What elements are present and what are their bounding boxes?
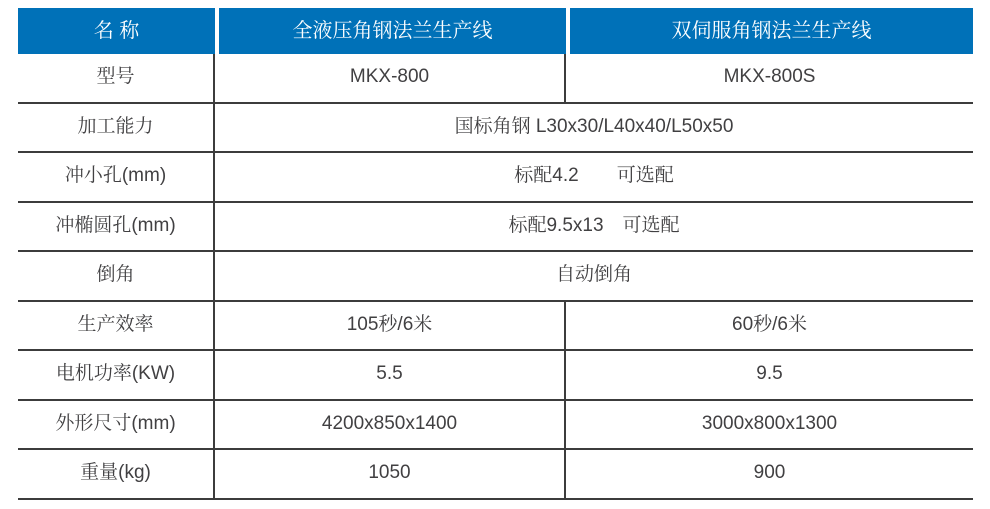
- row-value-dimensions-1: 4200x850x1400: [215, 401, 566, 451]
- row-label-weight: 重量(kg): [18, 450, 215, 500]
- row-label-efficiency: 生产效率: [18, 302, 215, 352]
- header-cell-product-line-2: 双伺服角钢法兰生产线: [566, 8, 973, 54]
- row-label-capacity: 加工能力: [18, 104, 215, 154]
- header-cell-product-line-1: 全液压角钢法兰生产线: [215, 8, 566, 54]
- row-value-dimensions-2: 3000x800x1300: [566, 401, 973, 451]
- row-value-efficiency-2: 60秒/6米: [566, 302, 973, 352]
- row-value-model-2: MKX-800S: [566, 54, 973, 104]
- spec-table: [18, 8, 973, 500]
- row-value-small-hole: 标配4.2 可选配: [215, 153, 973, 203]
- row-label-model: 型号: [18, 54, 215, 104]
- row-value-efficiency-1: 105秒/6米: [215, 302, 566, 352]
- row-value-motor-power-1: 5.5: [215, 351, 566, 401]
- row-value-chamfer: 自动倒角: [215, 252, 973, 302]
- row-label-chamfer: 倒角: [18, 252, 215, 302]
- row-value-oval-hole: 标配9.5x13 可选配: [215, 203, 973, 253]
- row-value-weight-2: 900: [566, 450, 973, 500]
- header-cell-name: 名 称: [18, 8, 215, 54]
- row-value-weight-1: 1050: [215, 450, 566, 500]
- row-value-motor-power-2: 9.5: [566, 351, 973, 401]
- row-value-model-1: MKX-800: [215, 54, 566, 104]
- row-value-capacity: 国标角钢 L30x30/L40x40/L50x50: [215, 104, 973, 154]
- row-label-small-hole: 冲小孔(mm): [18, 153, 215, 203]
- row-label-dimensions: 外形尺寸(mm): [18, 401, 215, 451]
- row-label-motor-power: 电机功率(KW): [18, 351, 215, 401]
- row-label-oval-hole: 冲椭圆孔(mm): [18, 203, 215, 253]
